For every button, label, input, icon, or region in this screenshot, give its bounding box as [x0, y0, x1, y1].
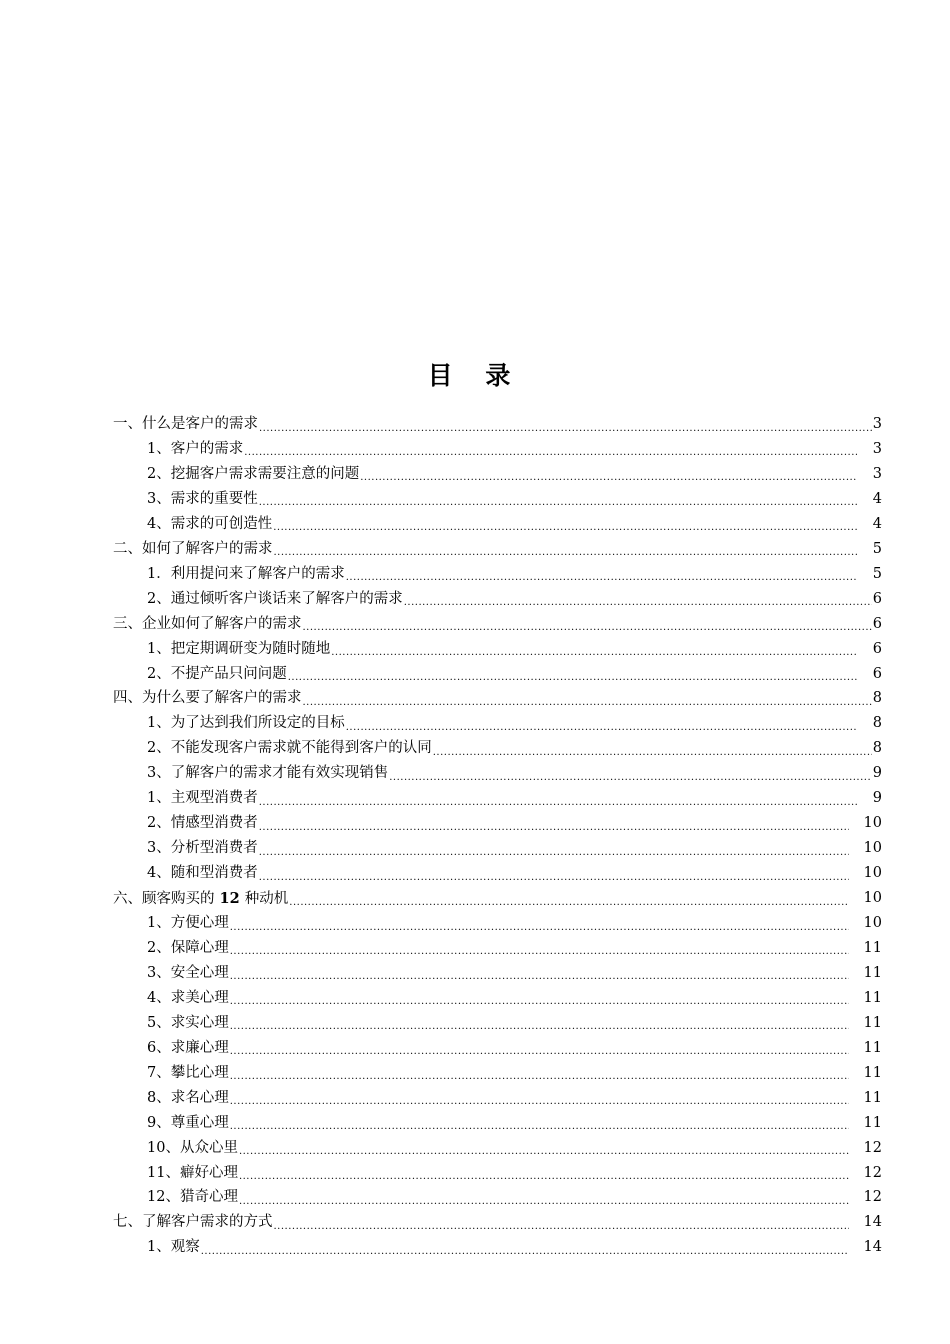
- toc-page-number: 11: [863, 1089, 882, 1106]
- toc-page-number: 8: [872, 690, 882, 707]
- toc-entry[interactable]: [147, 1235, 882, 1260]
- toc-entry[interactable]: [147, 711, 882, 736]
- toc-entry-title: 4、随和型消费者: [147, 865, 258, 882]
- toc-entry-title: 2、不能发现客户需求就不能得到客户的认同: [147, 740, 432, 757]
- toc-entry-title: 四、为什么要了解客户的需求: [113, 690, 302, 707]
- toc-entry[interactable]: [113, 537, 882, 562]
- toc-entry[interactable]: [147, 986, 882, 1011]
- toc-entry-title: 1．利用提问来了解客户的需求: [147, 565, 345, 582]
- toc-entry[interactable]: [147, 836, 882, 861]
- toc-page-number: 10: [863, 890, 882, 907]
- toc-entry-title: 7、攀比心理: [147, 1064, 229, 1081]
- toc-page-number: 11: [863, 1039, 882, 1056]
- toc-entry-title: 1、主观型消费者: [147, 790, 258, 807]
- toc-entry[interactable]: [113, 686, 882, 711]
- toc-page-number: 11: [863, 1114, 882, 1131]
- toc-page-number: 6: [872, 640, 882, 657]
- toc-entry[interactable]: [147, 487, 882, 512]
- toc-page-number: 11: [863, 939, 882, 956]
- toc-page-number: 10: [863, 865, 882, 882]
- toc-entry-title: 10、从众心里: [147, 1139, 238, 1156]
- toc-entry[interactable]: [147, 911, 882, 936]
- toc-entry-title: 3、分析型消费者: [147, 840, 258, 857]
- toc-page-number: 12: [863, 1139, 882, 1156]
- toc-page-number: 8: [872, 715, 882, 732]
- toc-entry[interactable]: [147, 662, 882, 687]
- toc-entry[interactable]: [147, 562, 882, 587]
- toc-entry-title: 2、通过倾听客户谈话来了解客户的需求: [147, 590, 403, 607]
- toc-entry[interactable]: [147, 1136, 882, 1161]
- toc-page-number: 10: [863, 840, 882, 857]
- toc-page-number: 6: [872, 615, 882, 632]
- toc-page-number: 14: [863, 1214, 882, 1231]
- toc-entry-title: 3、需求的重要性: [147, 490, 258, 507]
- toc-page-number: 4: [872, 515, 882, 532]
- toc-page-number: 3: [872, 416, 882, 432]
- toc-entry[interactable]: [147, 437, 882, 462]
- toc-page-number: 11: [863, 989, 882, 1006]
- toc-page-number: 8: [872, 740, 882, 757]
- toc-leader-dots: [201, 1238, 849, 1264]
- toc-entry-title: 一、什么是客户的需求: [113, 416, 258, 432]
- toc-entry-title: 8、求名心理: [147, 1089, 229, 1106]
- toc-entry-title: 11、癖好心理: [147, 1164, 238, 1181]
- toc-entry[interactable]: [147, 637, 882, 662]
- toc-entry[interactable]: [147, 761, 882, 786]
- toc-entry[interactable]: [147, 1185, 882, 1210]
- toc-entry[interactable]: [113, 612, 882, 637]
- toc-entry-title: 2、挖掘客户需求需要注意的问题: [147, 465, 360, 482]
- toc-entry[interactable]: [147, 462, 882, 487]
- toc-entry[interactable]: [113, 412, 882, 437]
- toc-entry-title: 6、求廉心理: [147, 1039, 229, 1056]
- toc-entry[interactable]: [147, 1111, 882, 1136]
- toc-page-number: 9: [872, 790, 882, 807]
- toc-page-number: 11: [863, 1014, 882, 1031]
- toc-entry[interactable]: [147, 1161, 882, 1186]
- toc-entry-title: 1、把定期调研变为随时随地: [147, 640, 331, 657]
- toc-entry[interactable]: [147, 512, 882, 537]
- toc-page-number: 10: [863, 815, 882, 832]
- toc-page-number: 4: [872, 490, 882, 507]
- toc-entry-title: 4、求美心理: [147, 989, 229, 1006]
- toc-entry-title: 5、求实心理: [147, 1014, 229, 1031]
- toc-entry-title: 1、观察: [147, 1239, 200, 1256]
- toc-page-number: 5: [872, 540, 882, 557]
- toc-page-number: 12: [863, 1164, 882, 1181]
- toc-entry[interactable]: [113, 1210, 882, 1235]
- toc-entry[interactable]: [147, 811, 882, 836]
- toc-entry-title: 三、企业如何了解客户的需求: [113, 615, 302, 632]
- toc-entry[interactable]: [147, 1011, 882, 1036]
- toc-entry-title: 4、需求的可创造性: [147, 515, 273, 532]
- toc-entry-title: 3、了解客户的需求才能有效实现销售: [147, 765, 389, 782]
- toc-entry-title: 2、情感型消费者: [147, 815, 258, 832]
- toc-entry[interactable]: [147, 961, 882, 986]
- toc-page-number: 6: [872, 590, 882, 607]
- toc-entry-title: 2、不提产品只问问题: [147, 665, 287, 682]
- toc-entry-title: 七、了解客户需求的方式: [113, 1214, 273, 1231]
- toc-entry[interactable]: [147, 587, 882, 612]
- toc-page-number: 6: [872, 665, 882, 682]
- toc-page-number: 11: [863, 964, 882, 981]
- toc-entry[interactable]: [147, 1086, 882, 1111]
- toc-entry-title: 12、猎奇心理: [147, 1189, 238, 1206]
- toc-entry-title: 9、尊重心理: [147, 1114, 229, 1131]
- toc-entry-title: 二、如何了解客户的需求: [113, 540, 273, 557]
- toc-entry-title: 1、为了达到我们所设定的目标: [147, 715, 345, 732]
- toc-entry[interactable]: [147, 1061, 882, 1086]
- toc-page-number: 10: [863, 915, 882, 931]
- toc-entry[interactable]: [147, 736, 882, 761]
- toc-entry[interactable]: [113, 886, 882, 911]
- toc-entry[interactable]: [147, 786, 882, 811]
- toc-entry-title: 2、保障心理: [147, 939, 229, 956]
- toc-page-number: 3: [872, 465, 882, 482]
- toc-entry[interactable]: [147, 936, 882, 961]
- toc-page-number: 11: [863, 1064, 882, 1081]
- toc-entry[interactable]: [147, 1036, 882, 1061]
- toc-entry-title: 六、顾客购买的 12 种动机: [113, 889, 289, 907]
- toc-page-number: 14: [863, 1239, 882, 1256]
- toc-entry-title: 3、安全心理: [147, 964, 229, 981]
- toc-page-number: 12: [863, 1189, 882, 1206]
- toc-entry-title: 1、客户的需求: [147, 440, 244, 457]
- toc-entry[interactable]: [147, 861, 882, 886]
- toc-page-number: 5: [872, 565, 882, 582]
- toc-title: 目 录: [427, 361, 523, 390]
- toc-page-number: 9: [872, 765, 882, 782]
- toc-page-number: 3: [872, 440, 882, 457]
- toc-entry-title: 1、方便心理: [147, 915, 229, 931]
